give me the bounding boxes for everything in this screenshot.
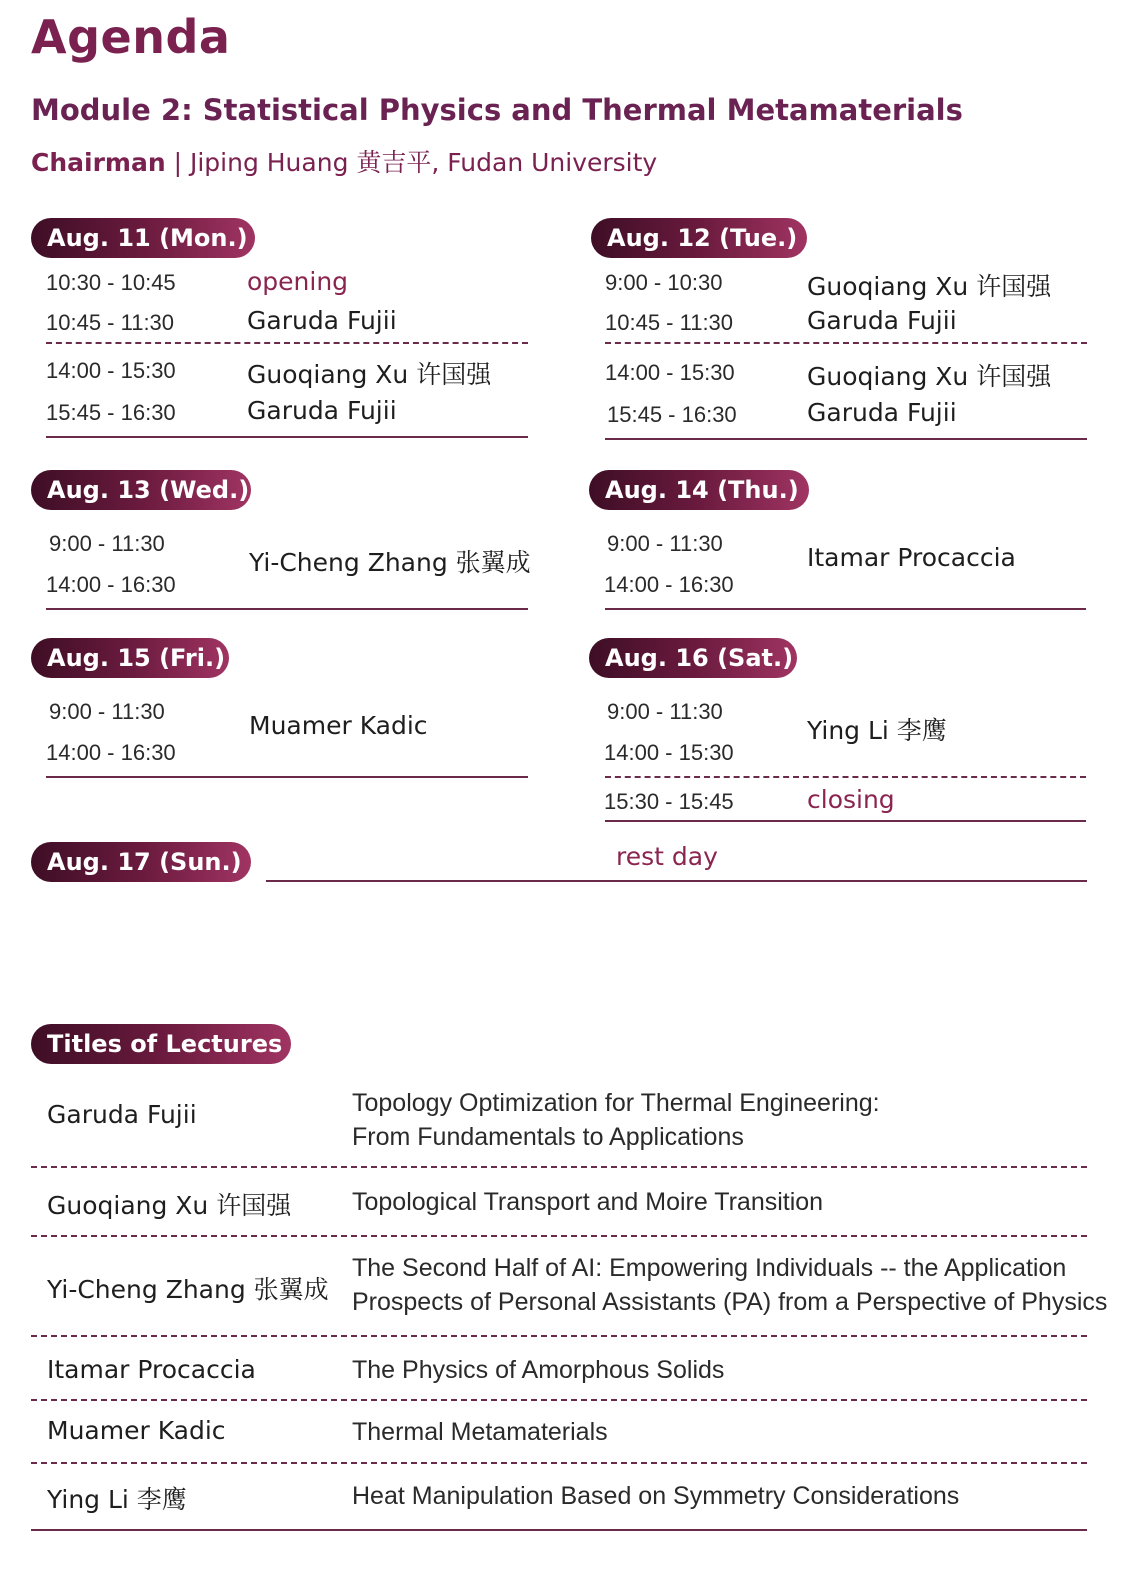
- time-slot: 15:30 - 15:45: [604, 789, 734, 814]
- lecture-title-line: From Fundamentals to Applications: [352, 1123, 744, 1151]
- lecturer-name: Yi-Cheng Zhang 张翼成: [47, 1275, 329, 1304]
- divider: [605, 608, 1086, 610]
- day-badge-aug-14: Aug. 14 (Thu.): [589, 470, 809, 510]
- lecturer-name: Muamer Kadic: [47, 1416, 226, 1445]
- lecture-title-line: The Physics of Amorphous Solids: [352, 1356, 725, 1384]
- time-slot: 9:00 - 11:30: [49, 699, 165, 724]
- chairman-label: Chairman: [31, 148, 166, 177]
- speaker-name: Garuda Fujii: [807, 306, 957, 335]
- lecture-title: [352, 1251, 1107, 1319]
- divider: [31, 1399, 1087, 1401]
- day-badge-aug-12: Aug. 12 (Tue.): [591, 218, 807, 258]
- divider: [46, 608, 528, 610]
- day-badge-aug-16: Aug. 16 (Sat.): [589, 638, 797, 678]
- divider: [31, 1166, 1087, 1168]
- lecture-title: [352, 1415, 608, 1449]
- speaker-name: Garuda Fujii: [247, 396, 397, 425]
- lecturer-name: Ying Li 李鹰: [47, 1485, 187, 1514]
- lecture-title-line: Thermal Metamaterials: [352, 1418, 608, 1446]
- chairman-line: [31, 143, 657, 179]
- divider: [605, 776, 1086, 778]
- time-slot: 14:00 - 16:30: [46, 740, 176, 765]
- speaker-name: Garuda Fujii: [247, 306, 397, 335]
- divider: [31, 1235, 1087, 1237]
- chairman-name: Jiping Huang 黄吉平, Fudan University: [189, 148, 658, 177]
- divider: [266, 880, 1087, 882]
- time-slot: 9:00 - 10:30: [605, 270, 723, 295]
- lecturer-name: Guoqiang Xu 许国强: [47, 1191, 292, 1220]
- lecture-title-line: Topology Optimization for Thermal Engineering:: [352, 1089, 880, 1117]
- speaker-name: Guoqiang Xu 许国强: [807, 272, 1052, 301]
- lectures-heading: Titles of Lectures: [31, 1024, 291, 1064]
- time-slot: 14:00 - 16:30: [604, 572, 734, 597]
- time-slot: 9:00 - 11:30: [49, 531, 165, 556]
- time-slot: 14:00 - 15:30: [46, 358, 176, 383]
- speaker-name: Garuda Fujii: [807, 398, 957, 427]
- time-slot: 14:00 - 16:30: [46, 572, 176, 597]
- divider: [31, 1529, 1087, 1531]
- chairman-separator: |: [165, 148, 190, 177]
- time-slot: 9:00 - 11:30: [607, 699, 723, 724]
- speaker-name: Itamar Procaccia: [807, 543, 1016, 572]
- time-slot: 14:00 - 15:30: [605, 360, 735, 385]
- time-slot: 10:45 - 11:30: [605, 310, 734, 335]
- day-badge-aug-17: Aug. 17 (Sun.): [31, 842, 251, 882]
- session-opening: opening: [247, 267, 349, 296]
- divider: [31, 1335, 1087, 1337]
- divider: [46, 342, 528, 344]
- time-slot: 15:45 - 16:30: [46, 400, 176, 425]
- page-title: Agenda: [31, 10, 231, 64]
- divider: [31, 1462, 1087, 1464]
- speaker-name: Ying Li 李鹰: [807, 716, 947, 745]
- lecture-title: [352, 1353, 724, 1387]
- time-slot: 14:00 - 15:30: [604, 740, 734, 765]
- lecture-title: [352, 1086, 880, 1154]
- speaker-name: Guoqiang Xu 许国强: [247, 360, 492, 389]
- lecture-title: [352, 1479, 959, 1513]
- divider: [46, 436, 528, 438]
- day-badge-aug-13: Aug. 13 (Wed.): [31, 470, 251, 510]
- time-slot: 10:30 - 10:45: [46, 270, 176, 295]
- time-slot: 15:45 - 16:30: [607, 402, 737, 427]
- divider: [46, 776, 528, 778]
- lecture-title-line: The Second Half of AI: Empowering Individuals -- the Application: [352, 1254, 1067, 1282]
- lecture-title-line: Prospects of Personal Assistants (PA) from a Perspective of Physics: [352, 1288, 1108, 1316]
- rest-day-note: rest day: [616, 842, 718, 871]
- day-badge-aug-11: Aug. 11 (Mon.): [31, 218, 255, 258]
- lecture-title-line: Heat Manipulation Based on Symmetry Considerations: [352, 1482, 960, 1510]
- speaker-name: Guoqiang Xu 许国强: [807, 362, 1052, 391]
- lecturer-name: Itamar Procaccia: [47, 1355, 256, 1384]
- day-badge-aug-15: Aug. 15 (Fri.): [31, 638, 229, 678]
- divider: [605, 342, 1087, 344]
- divider: [605, 820, 1086, 822]
- time-slot: 9:00 - 11:30: [607, 531, 723, 556]
- speaker-name: Muamer Kadic: [249, 711, 428, 740]
- lecture-title: [352, 1185, 823, 1219]
- time-slot: 10:45 - 11:30: [46, 310, 175, 335]
- lecture-title-line: Topological Transport and Moire Transition: [352, 1188, 824, 1216]
- lecturer-name: Garuda Fujii: [47, 1100, 197, 1129]
- divider: [605, 438, 1087, 440]
- speaker-name: Yi-Cheng Zhang 张翼成: [249, 548, 531, 577]
- module-title: Module 2: Statistical Physics and Thermal Metamaterials: [31, 93, 963, 127]
- session-closing: closing: [807, 785, 895, 814]
